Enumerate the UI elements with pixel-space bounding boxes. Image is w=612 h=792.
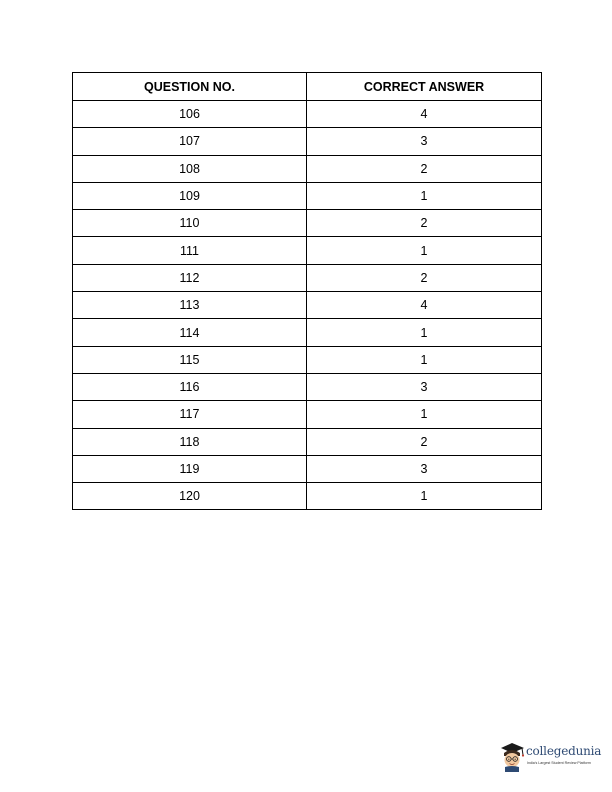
table-row — [73, 182, 542, 209]
correct-answer-cell: 1 — [307, 483, 542, 510]
table-header-row — [73, 73, 542, 101]
question-number-cell: 112 — [73, 264, 307, 291]
correct-answer-cell: 4 — [307, 101, 542, 128]
brand-name: collegedunia — [526, 744, 602, 758]
table-row — [73, 346, 542, 373]
correct-answer-cell: 3 — [307, 128, 542, 155]
question-number-cell: 115 — [73, 346, 307, 373]
table-row — [73, 428, 542, 455]
correct-answer-cell: 3 — [307, 373, 542, 400]
collegedunia-watermark — [498, 739, 612, 779]
correct-answer-cell: 2 — [307, 210, 542, 237]
correct-answer-cell: 2 — [307, 428, 542, 455]
table-row — [73, 455, 542, 482]
table-row — [73, 292, 542, 319]
question-no-header: QUESTION NO. — [73, 73, 307, 101]
table-row — [73, 101, 542, 128]
question-number-cell: 118 — [73, 428, 307, 455]
correct-answer-cell: 2 — [307, 264, 542, 291]
table-row — [73, 264, 542, 291]
correct-answer-cell: 4 — [307, 292, 542, 319]
correct-answer-cell: 3 — [307, 455, 542, 482]
table-row — [73, 210, 542, 237]
table-row — [73, 155, 542, 182]
graduate-mascot-icon — [498, 739, 526, 779]
brand-tagline: India's Largest Student Review Platform — [527, 761, 591, 765]
correct-answer-cell: 1 — [307, 346, 542, 373]
correct-answer-header: CORRECT ANSWER — [307, 73, 542, 101]
table-row — [73, 128, 542, 155]
question-number-cell: 119 — [73, 455, 307, 482]
correct-answer-cell: 1 — [307, 401, 542, 428]
question-number-cell: 114 — [73, 319, 307, 346]
question-number-cell: 106 — [73, 101, 307, 128]
question-number-cell: 116 — [73, 373, 307, 400]
question-number-cell: 109 — [73, 182, 307, 209]
table-row — [73, 373, 542, 400]
correct-answer-cell: 2 — [307, 155, 542, 182]
correct-answer-cell: 1 — [307, 319, 542, 346]
table-row — [73, 319, 542, 346]
question-number-cell: 108 — [73, 155, 307, 182]
question-number-cell: 120 — [73, 483, 307, 510]
answer-key-table — [72, 72, 542, 510]
table-row — [73, 401, 542, 428]
question-number-cell: 113 — [73, 292, 307, 319]
question-number-cell: 117 — [73, 401, 307, 428]
question-number-cell: 110 — [73, 210, 307, 237]
answer-rows — [73, 101, 542, 510]
table-row — [73, 483, 542, 510]
correct-answer-cell: 1 — [307, 182, 542, 209]
correct-answer-cell: 1 — [307, 237, 542, 264]
table-row — [73, 237, 542, 264]
question-number-cell: 111 — [73, 237, 307, 264]
question-number-cell: 107 — [73, 128, 307, 155]
